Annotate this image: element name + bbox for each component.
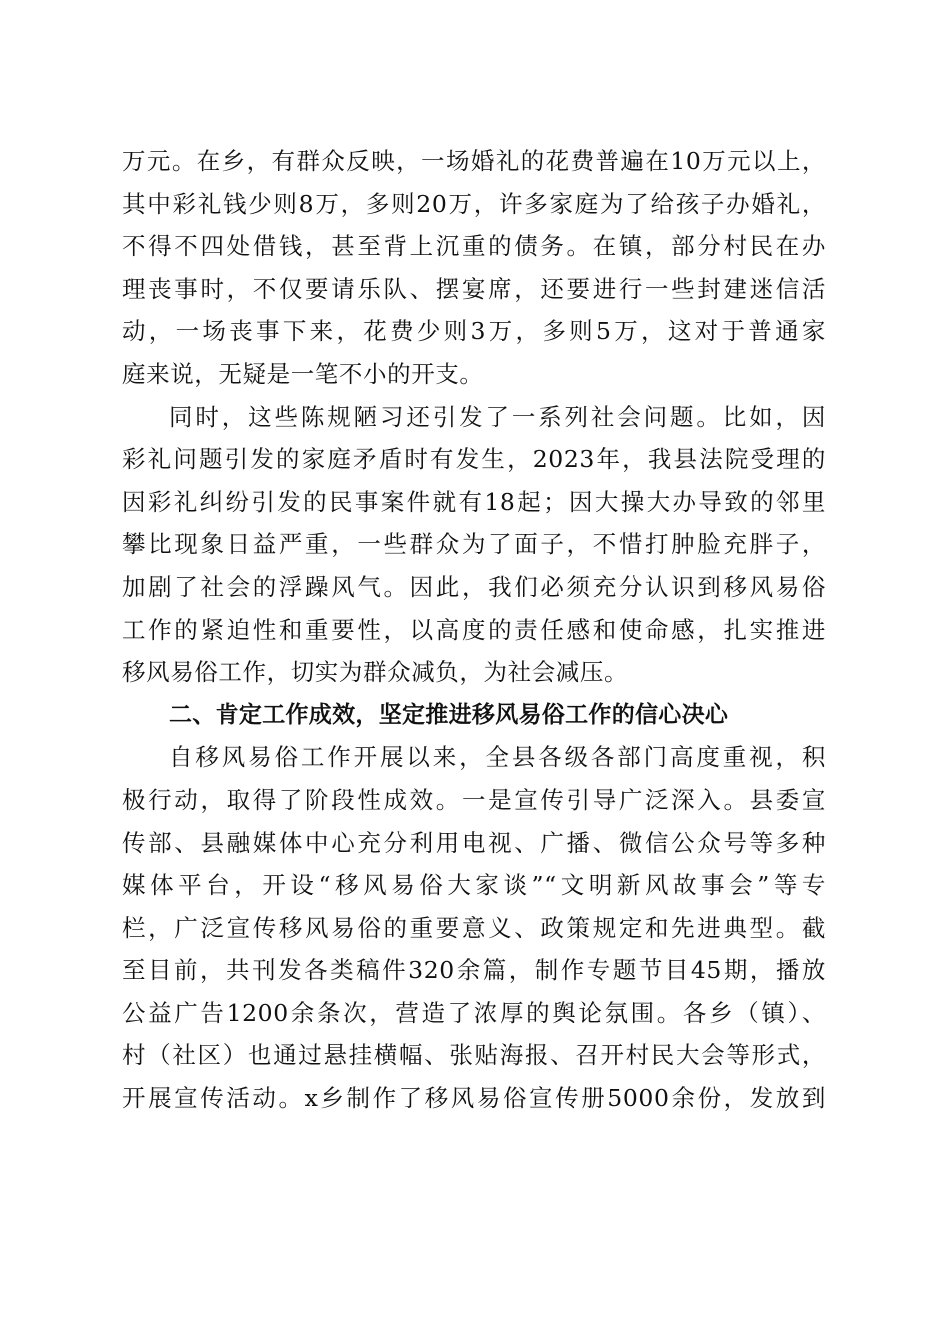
paragraph-3-line-9: 开展宣传活动。x乡制作了移风易俗宣传册5000余份，发放到: [122, 1084, 826, 1113]
paragraph-2-line-3: 因彩礼纠纷引发的民事案件就有18起；因大操大办导致的邻里: [122, 487, 826, 516]
paragraph-1-line-4: 理丧事时，不仅要请乐队、摆宴席，还要进行一些封建迷信活: [122, 274, 826, 303]
paragraph-3-line-4: 媒体平台，开设“移风易俗大家谈”“文明新风故事会”等专: [122, 871, 826, 900]
paragraph-3-line-3: 传部、县融媒体中心充分利用电视、广播、微信公众号等多种: [122, 828, 826, 857]
paragraph-3-line-8: 村（社区）也通过悬挂横幅、张贴海报、召开村民大会等形式，: [122, 1041, 826, 1070]
paragraph-1-line-5: 动，一场丧事下来，花费少则3万，多则5万，这对于普通家: [122, 317, 826, 346]
paragraph-2-line-4: 攀比现象日益严重，一些群众为了面子，不惜打肿脸充胖子，: [122, 530, 826, 559]
paragraph-3-line-6: 至目前，共刊发各类稿件320余篇，制作专题节目45期，播放: [122, 956, 826, 985]
paragraph-2-line-5: 加剧了社会的浮躁风气。因此，我们必须充分认识到移风易俗: [122, 572, 826, 601]
paragraph-3-line-5: 栏，广泛宣传移风易俗的重要意义、政策规定和先进典型。截: [122, 913, 826, 942]
document-body: [122, 140, 826, 1120]
paragraph-3-line-2: 极行动，取得了阶段性成效。一是宣传引导广泛深入。县委宣: [122, 785, 826, 814]
paragraph-2-line-1: 同时，这些陈规陋习还引发了一系列社会问题。比如，因: [169, 402, 826, 431]
section-heading: 二、肯定工作成效，坚定推进移风易俗工作的信心决心: [169, 701, 729, 728]
paragraph-3-line-7: 公益广告1200余条次，营造了浓厚的舆论氛围。各乡（镇）、: [122, 998, 826, 1027]
paragraph-1-line-2: 其中彩礼钱少则8万，多则20万，许多家庭为了给孩子办婚礼，: [122, 189, 826, 218]
paragraph-2-line-7: 移风易俗工作，切实为群众减负，为社会减压。: [122, 658, 629, 687]
paragraph-2-line-2: 彩礼问题引发的家庭矛盾时有发生，2023年，我县法院受理的: [122, 445, 826, 474]
paragraph-2-line-6: 工作的紧迫性和重要性，以高度的责任感和使命感，扎实推进: [122, 615, 826, 644]
paragraph-3-line-1: 自移风易俗工作开展以来，全县各级各部门高度重视，积: [169, 743, 826, 772]
paragraph-1-line-1: 万元。在乡，有群众反映，一场婚礼的花费普遍在10万元以上，: [122, 147, 826, 175]
paragraph-1-line-3: 不得不四处借钱，甚至背上沉重的债务。在镇，部分村民在办: [122, 232, 826, 261]
paragraph-1-line-6: 庭来说，无疑是一笔不小的开支。: [122, 359, 484, 388]
